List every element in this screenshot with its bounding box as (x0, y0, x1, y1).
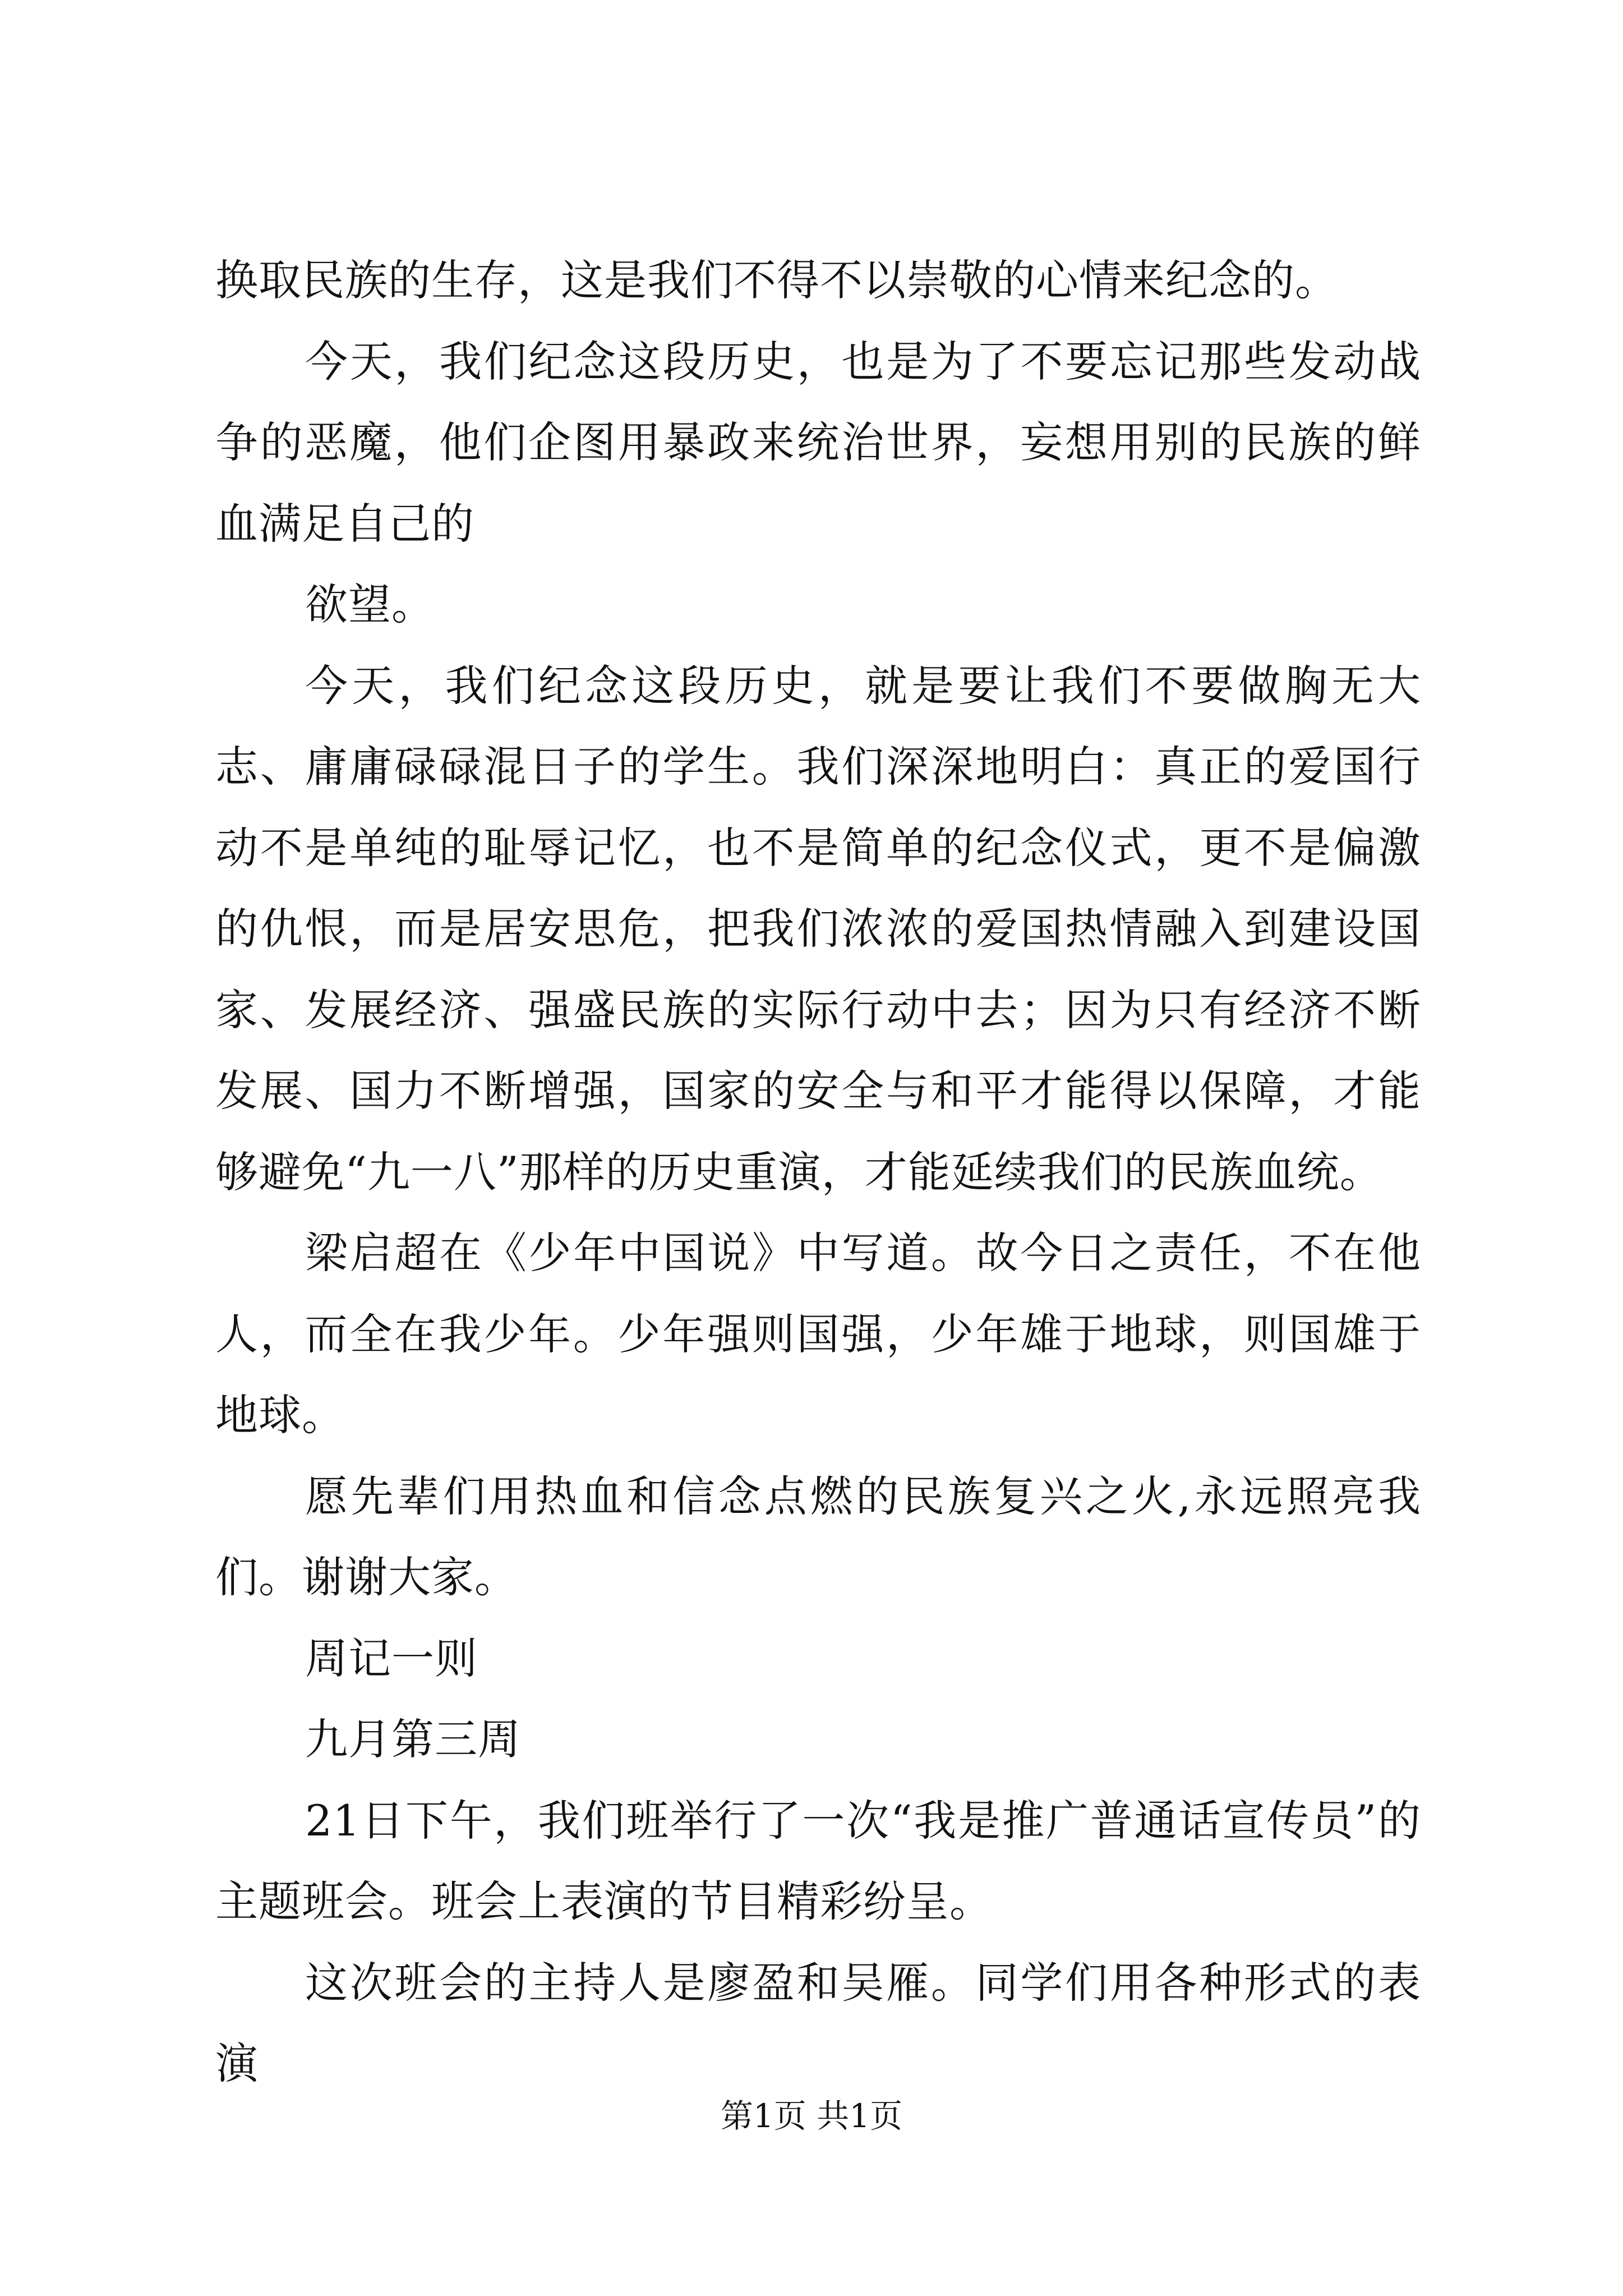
paragraph-5: 梁启超在《少年中国说》中写道。故今日之责任，不在他人，而全在我少年。少年强则国强，少年雄于地球，则国雄于地球。 (215, 1228, 1421, 1440)
paragraph-9: 21日下午，我们班举行了一次“我是推广普通话宣传员”的主题班会。班会上表演的节目精彩纷呈。 (215, 1795, 1421, 1926)
document-body (215, 240, 1421, 2105)
paragraph-6: 愿先辈们用热血和信念点燃的民族复兴之火,永远照亮我们。谢谢大家。 (215, 1471, 1421, 1602)
paragraph-8-date: 九月第三周 (305, 1714, 521, 1764)
paragraph-10: 这次班会的主持人是廖盈和吴雁。同学们用各种形式的表演 (215, 1957, 1421, 2088)
paragraph-1: 换取民族的生存，这是我们不得不以崇敬的心情来纪念的。 (215, 255, 1338, 305)
paragraph-4: 今天，我们纪念这段历史，就是要让我们不要做胸无大志、庸庸碌碌混日子的学生。我们深深地明白：真正的爱国行动不是单纯的耻辱记忆，也不是简单的纪念仪式，更不是偏激的仇恨，而是居安思危，把我们浓浓的爱国热情融入到建设国家、发展经济、强盛民族的实际行动中去；因为只有经济不断发展、国力不断增强，国家的安全与和平才能得以保障，才能够避免“九一八”那样的历史重演，才能延续我们的民族血统。 (215, 660, 1421, 1197)
paragraph-2: 今天，我们纪念这段历史，也是为了不要忘记那些发动战争的恶魔，他们企图用暴政来统治世界，妄想用别的民族的鲜血满足自己的 (215, 336, 1421, 549)
paragraph-3: 欲望。 (305, 579, 435, 629)
page-footer: 第1页 共1页 (720, 2097, 903, 2135)
paragraph-7-heading: 周记一则 (305, 1633, 478, 1683)
